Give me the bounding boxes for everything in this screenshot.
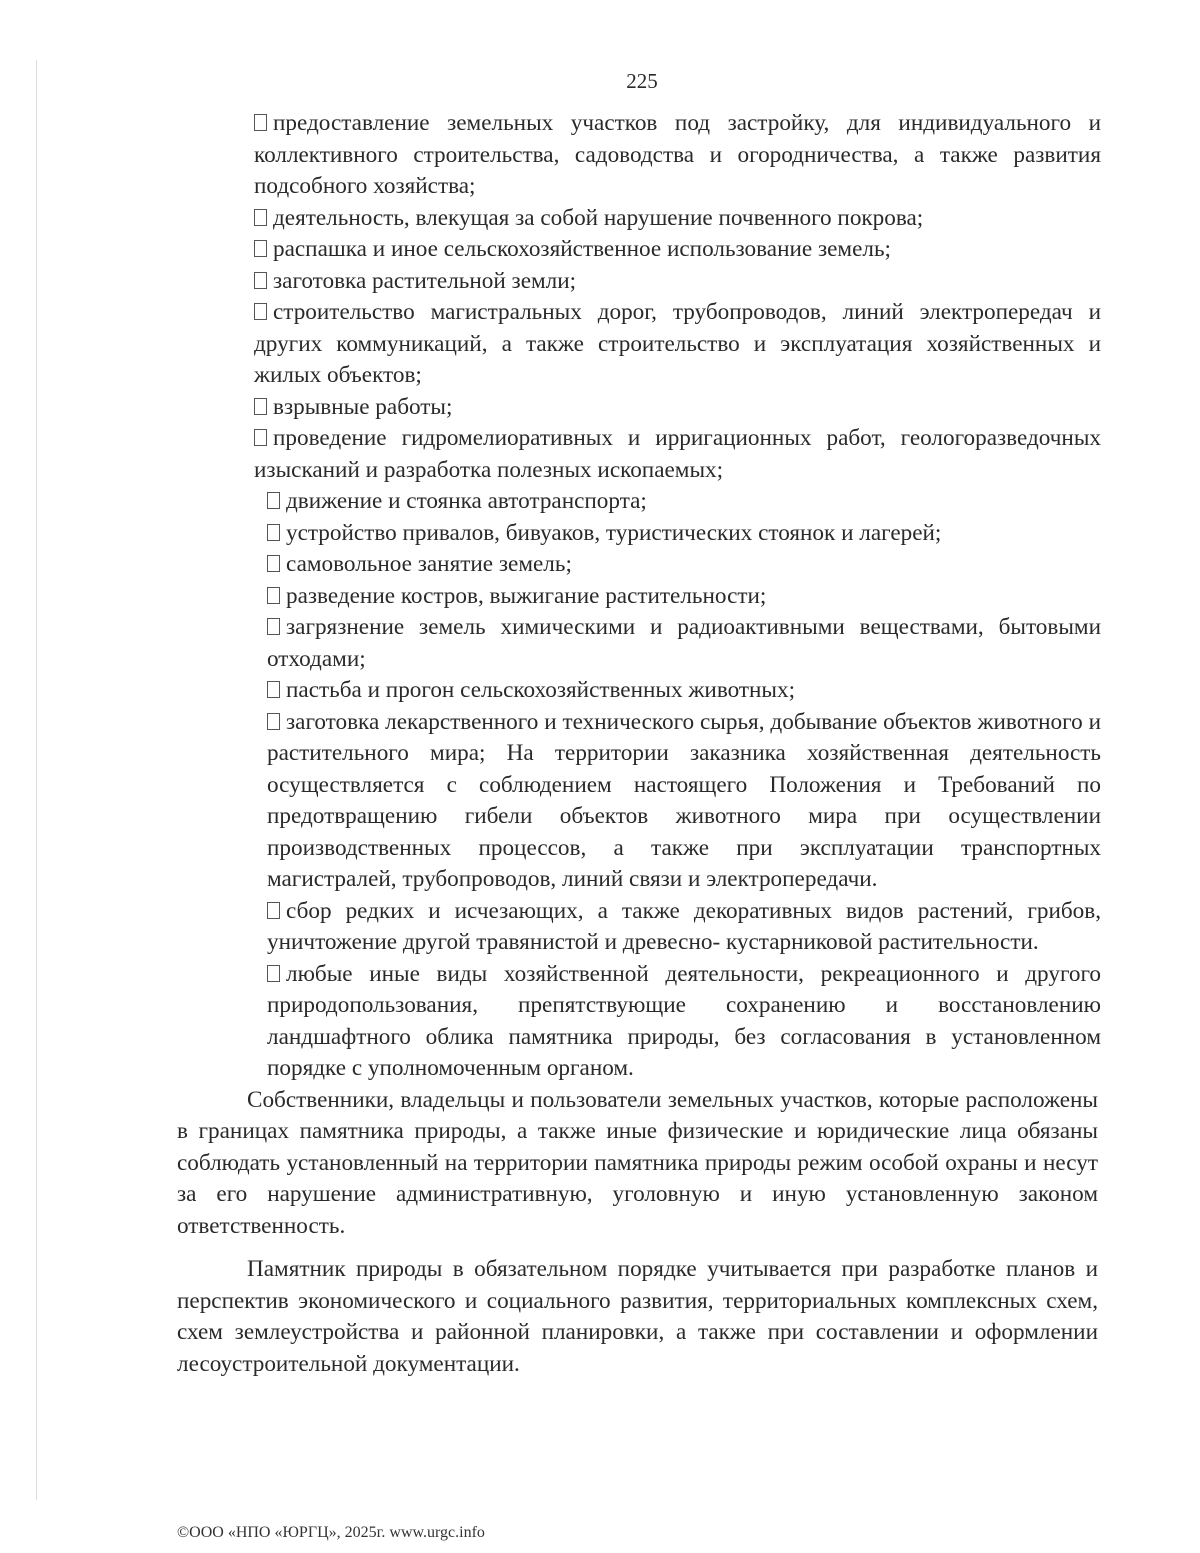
list-item: [267, 612, 1101, 675]
page-number: 225: [626, 69, 658, 93]
checkbox-glyph-icon: [254, 398, 267, 415]
paragraph-owners-responsibility: Собственники, владельцы и пользователи земельных участков, которые расположены в границах памятника природы, а также иные физические и юридические лица обязаны соблюдать установленный на территории памятника природы режим особой охраны и несут за его нарушение административную, уголовную и иную установленную законом ответственность.: [177, 1086, 1098, 1239]
checkbox-glyph-icon: [254, 114, 267, 131]
footer-copyright: ©ООО «НПО «ЮРГЦ», 2025г. www.urgc.info: [177, 1524, 485, 1541]
list-item: [254, 266, 1101, 298]
checkbox-glyph-icon: [267, 587, 280, 604]
checkbox-glyph-icon: [254, 303, 267, 320]
list-item-text: любые иные виды хозяйственной деятельности, рекреационного и другого природопользования, препятствующие сохранению и восстановлению ландшафтного облика памятника природы, без согласования в установленном порядке с уполномоченным органом.: [267, 960, 1101, 1081]
checkbox-glyph-icon: [254, 429, 267, 446]
checkbox-glyph-icon: [267, 555, 280, 572]
list-item-text: проведение гидромелиоративных и ирригационных работ, геологоразведочных изысканий и разработка полезных ископаемых;: [254, 425, 1101, 483]
list-item: [254, 203, 1101, 235]
list-item-text: разведение костров, выжигание растительности;: [286, 582, 767, 609]
checkbox-glyph-icon: [267, 524, 280, 541]
checkbox-glyph-icon: [267, 492, 280, 509]
checkbox-glyph-icon: [267, 713, 280, 730]
checkbox-glyph-icon: [267, 902, 280, 919]
list-item-text: взрывные работы;: [273, 393, 453, 420]
checkbox-glyph-icon: [267, 618, 280, 635]
list-item: [254, 423, 1101, 486]
list-item: [267, 959, 1101, 1085]
list-item: [267, 707, 1101, 896]
list-item-text: предоставление земельных участков под застройку, для индивидуального и коллективного строительства, садоводства и огородничества, а также развития подсобного хозяйства;: [254, 110, 1101, 199]
list-item-text: загрязнение земель химическими и радиоактивными веществами, бытовыми отходами;: [267, 614, 1101, 672]
list-item-text: распашка и иное сельскохозяйственное использование земель;: [273, 236, 891, 262]
list-item-text: заготовка растительной земли;: [273, 267, 577, 294]
list-item: [267, 675, 1101, 707]
checkbox-glyph-icon: [267, 965, 280, 982]
list-item-text: заготовка лекарственного и технического сырья, добывание объектов животного и растительного мира; На территории заказника хозяйственная деятельность осуществляется с соблюдением настоящего Положения и Требований по предотвращению гибели объектов животного мира при осуществлении производственных процессов, а также при эксплуатации транспортных магистралей, трубопроводов, линий связи и электропередачи.: [267, 708, 1101, 892]
list-item-text: сбор редких и исчезающих, а также декоративных видов растений, грибов, уничтожение другой травянистой и древесно- кустарниковой растительности.: [267, 897, 1101, 955]
list-item: [254, 297, 1101, 392]
list-item-text: пастьба и прогон сельскохозяйственных животных;: [286, 677, 796, 703]
list-item: [267, 518, 1101, 550]
list-item-text: самовольное занятие земель;: [286, 551, 572, 577]
list-item-text: устройство привалов, бивуаков, туристических стоянок и лагерей;: [286, 519, 942, 546]
list-item: [254, 234, 1101, 266]
list-item-text: деятельность, влекущая за собой нарушение почвенного покрова;: [273, 204, 924, 231]
checkbox-glyph-icon: [254, 272, 267, 289]
list-item: [267, 896, 1101, 959]
list-item-text: движение и стоянка автотранспорта;: [286, 488, 647, 514]
checkbox-glyph-icon: [267, 681, 280, 698]
list-item-text: строительство магистральных дорог, трубопроводов, линий электропередач и других коммуникаций, а также строительство и эксплуатация хозяйственных и жилых объектов;: [254, 299, 1101, 388]
list-item: [254, 392, 1101, 424]
document-body: [0, 108, 1200, 1380]
list-item: [267, 549, 1101, 581]
checkbox-glyph-icon: [254, 240, 267, 257]
list-item: [267, 581, 1101, 613]
list-item: [267, 486, 1101, 518]
paragraph-planning: Памятник природы в обязательном порядке учитывается при разработке планов и перспектив экономического и социального развития, территориальных комплексных схем, схем землеустройства и районной планировки, а также при составлении и оформлении лесоустроительной документации.: [177, 1256, 1098, 1377]
checkbox-glyph-icon: [254, 209, 267, 226]
list-item: [254, 108, 1101, 203]
